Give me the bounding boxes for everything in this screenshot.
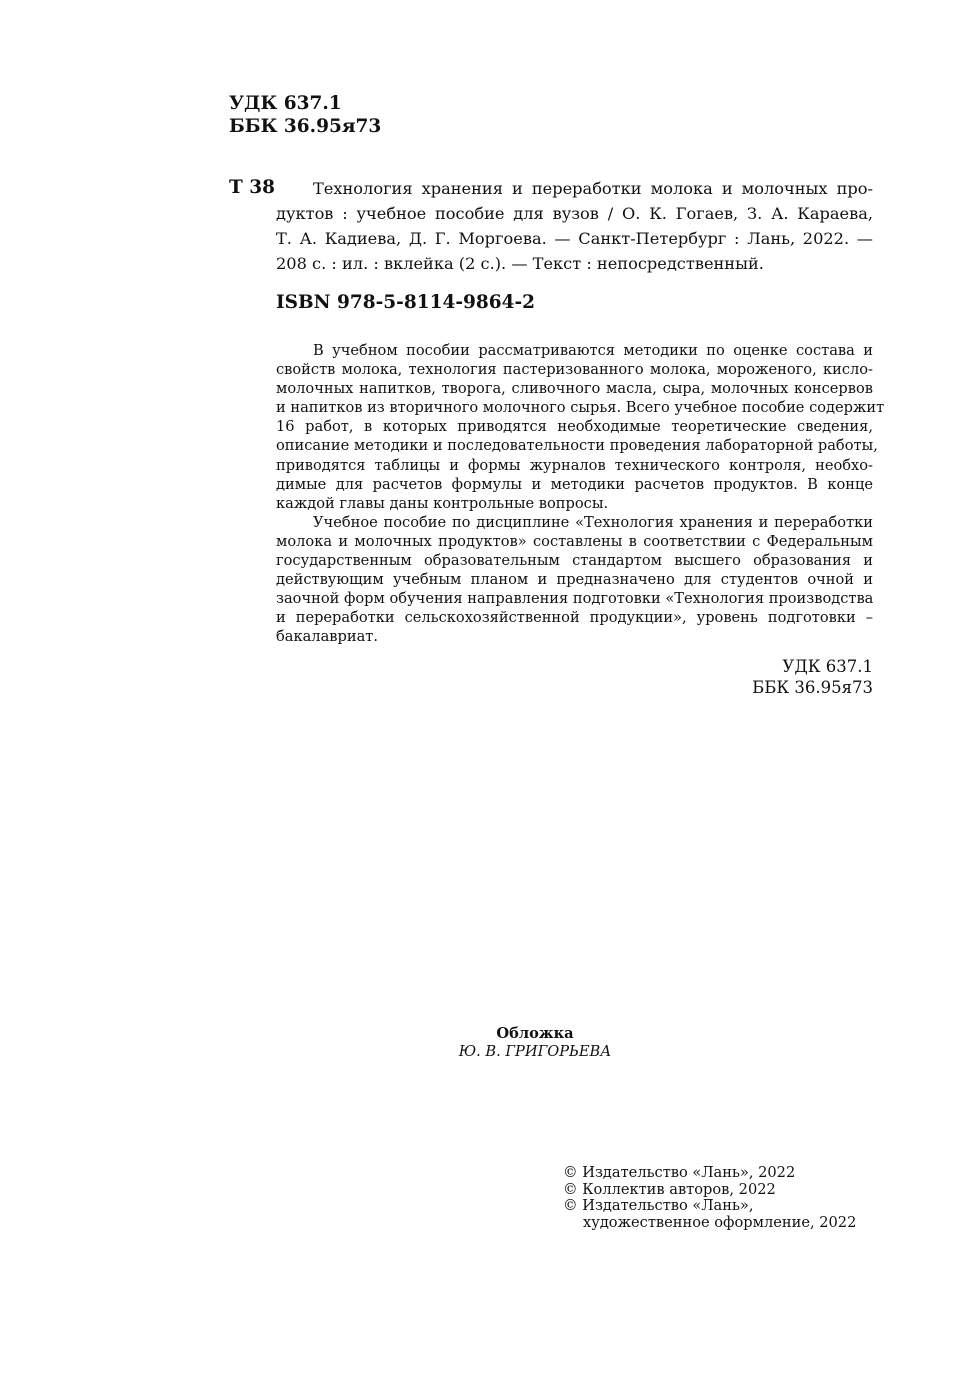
annotation-line: государственным образовательным стандартом высшего образования и [276,552,873,570]
annotation-line: каждой главы даны контрольные вопросы. [276,494,609,512]
annotation [276,341,885,647]
biblio-line: Т. А. Кадиева, Д. Г. Моргоева. — Санкт-Петербург : Лань, 2022. — [276,229,873,248]
annotation-line: молока и молочных продуктов» составлены в соответствии с Федеральным [276,532,873,550]
copyright-line: © Коллектив авторов, 2022 [563,1180,776,1198]
cover-label: Обложка [496,1025,574,1042]
copyright-block [563,1165,856,1231]
annotation-line: описание методики и последовательности проведения лабораторной работы, [276,437,878,455]
copyright-line: художественное оформление, 2022 [583,1213,857,1231]
annotation-line: заочной форм обучения направления подготовки «Технология производства [276,590,874,608]
annotation-line: и переработки сельскохозяйственной продукции», уровень подготовки – [276,609,873,627]
biblio-line: дуктов : учебное пособие для вузов / О. К. Гогаев, З. А. Караева, [276,204,873,223]
biblio-line: 208 с. : ил. : вклейка (2 с.). — Текст : непосредственный. [276,254,764,273]
annotation-line: свойств молока, технология пастеризованного молока, мороженого, кисло- [276,361,873,379]
annotation-line: приводятся таблицы и формы журналов технического контроля, необхо- [276,456,873,474]
annotation-line: димые для расчетов формулы и методики расчетов продуктов. В конце [276,475,873,493]
annotation-line: Учебное пособие по дисциплине «Технология хранения и переработки [313,513,873,531]
annotation-line: и напитков из вторичного молочного сырья. Всего учебное пособие содержит [276,399,885,417]
classification-block [229,92,381,138]
annotation-line: бакалавриат. [276,628,378,646]
bibliographic-description [276,176,873,276]
cover-credit [370,1025,700,1061]
copyright-line: © Издательство «Лань», [563,1197,754,1215]
annotation-line: В учебном пособии рассматриваются методики по оценке состава и [313,342,873,359]
annotation-line: действующим учебным планом и предназначено для студентов очной и [276,571,873,589]
author-sign: Т 38 [229,177,275,198]
cover-designer: Ю. В. ГРИГОРЬЕВА [458,1043,612,1060]
copyright-line: © Издательство «Лань», 2022 [563,1164,796,1181]
isbn: ISBN 978-5-8114-9864-2 [276,292,536,313]
biblio-line: Технология хранения и переработки молока и молочных про- [313,179,873,198]
udk-code-bottom: УДК 637.1 [782,657,873,676]
classification-block-bottom [752,657,873,698]
annotation-line: молочных напитков, творога, сливочного масла, сыра, молочных консервов [276,380,873,398]
bbk-code: ББК 36.95я73 [229,116,382,137]
annotation-line: 16 работ, в которых приводятся необходимые теоретические сведения, [276,418,873,436]
bbk-code-bottom: ББК 36.95я73 [752,677,873,697]
udk-code: УДК 637.1 [229,93,342,114]
